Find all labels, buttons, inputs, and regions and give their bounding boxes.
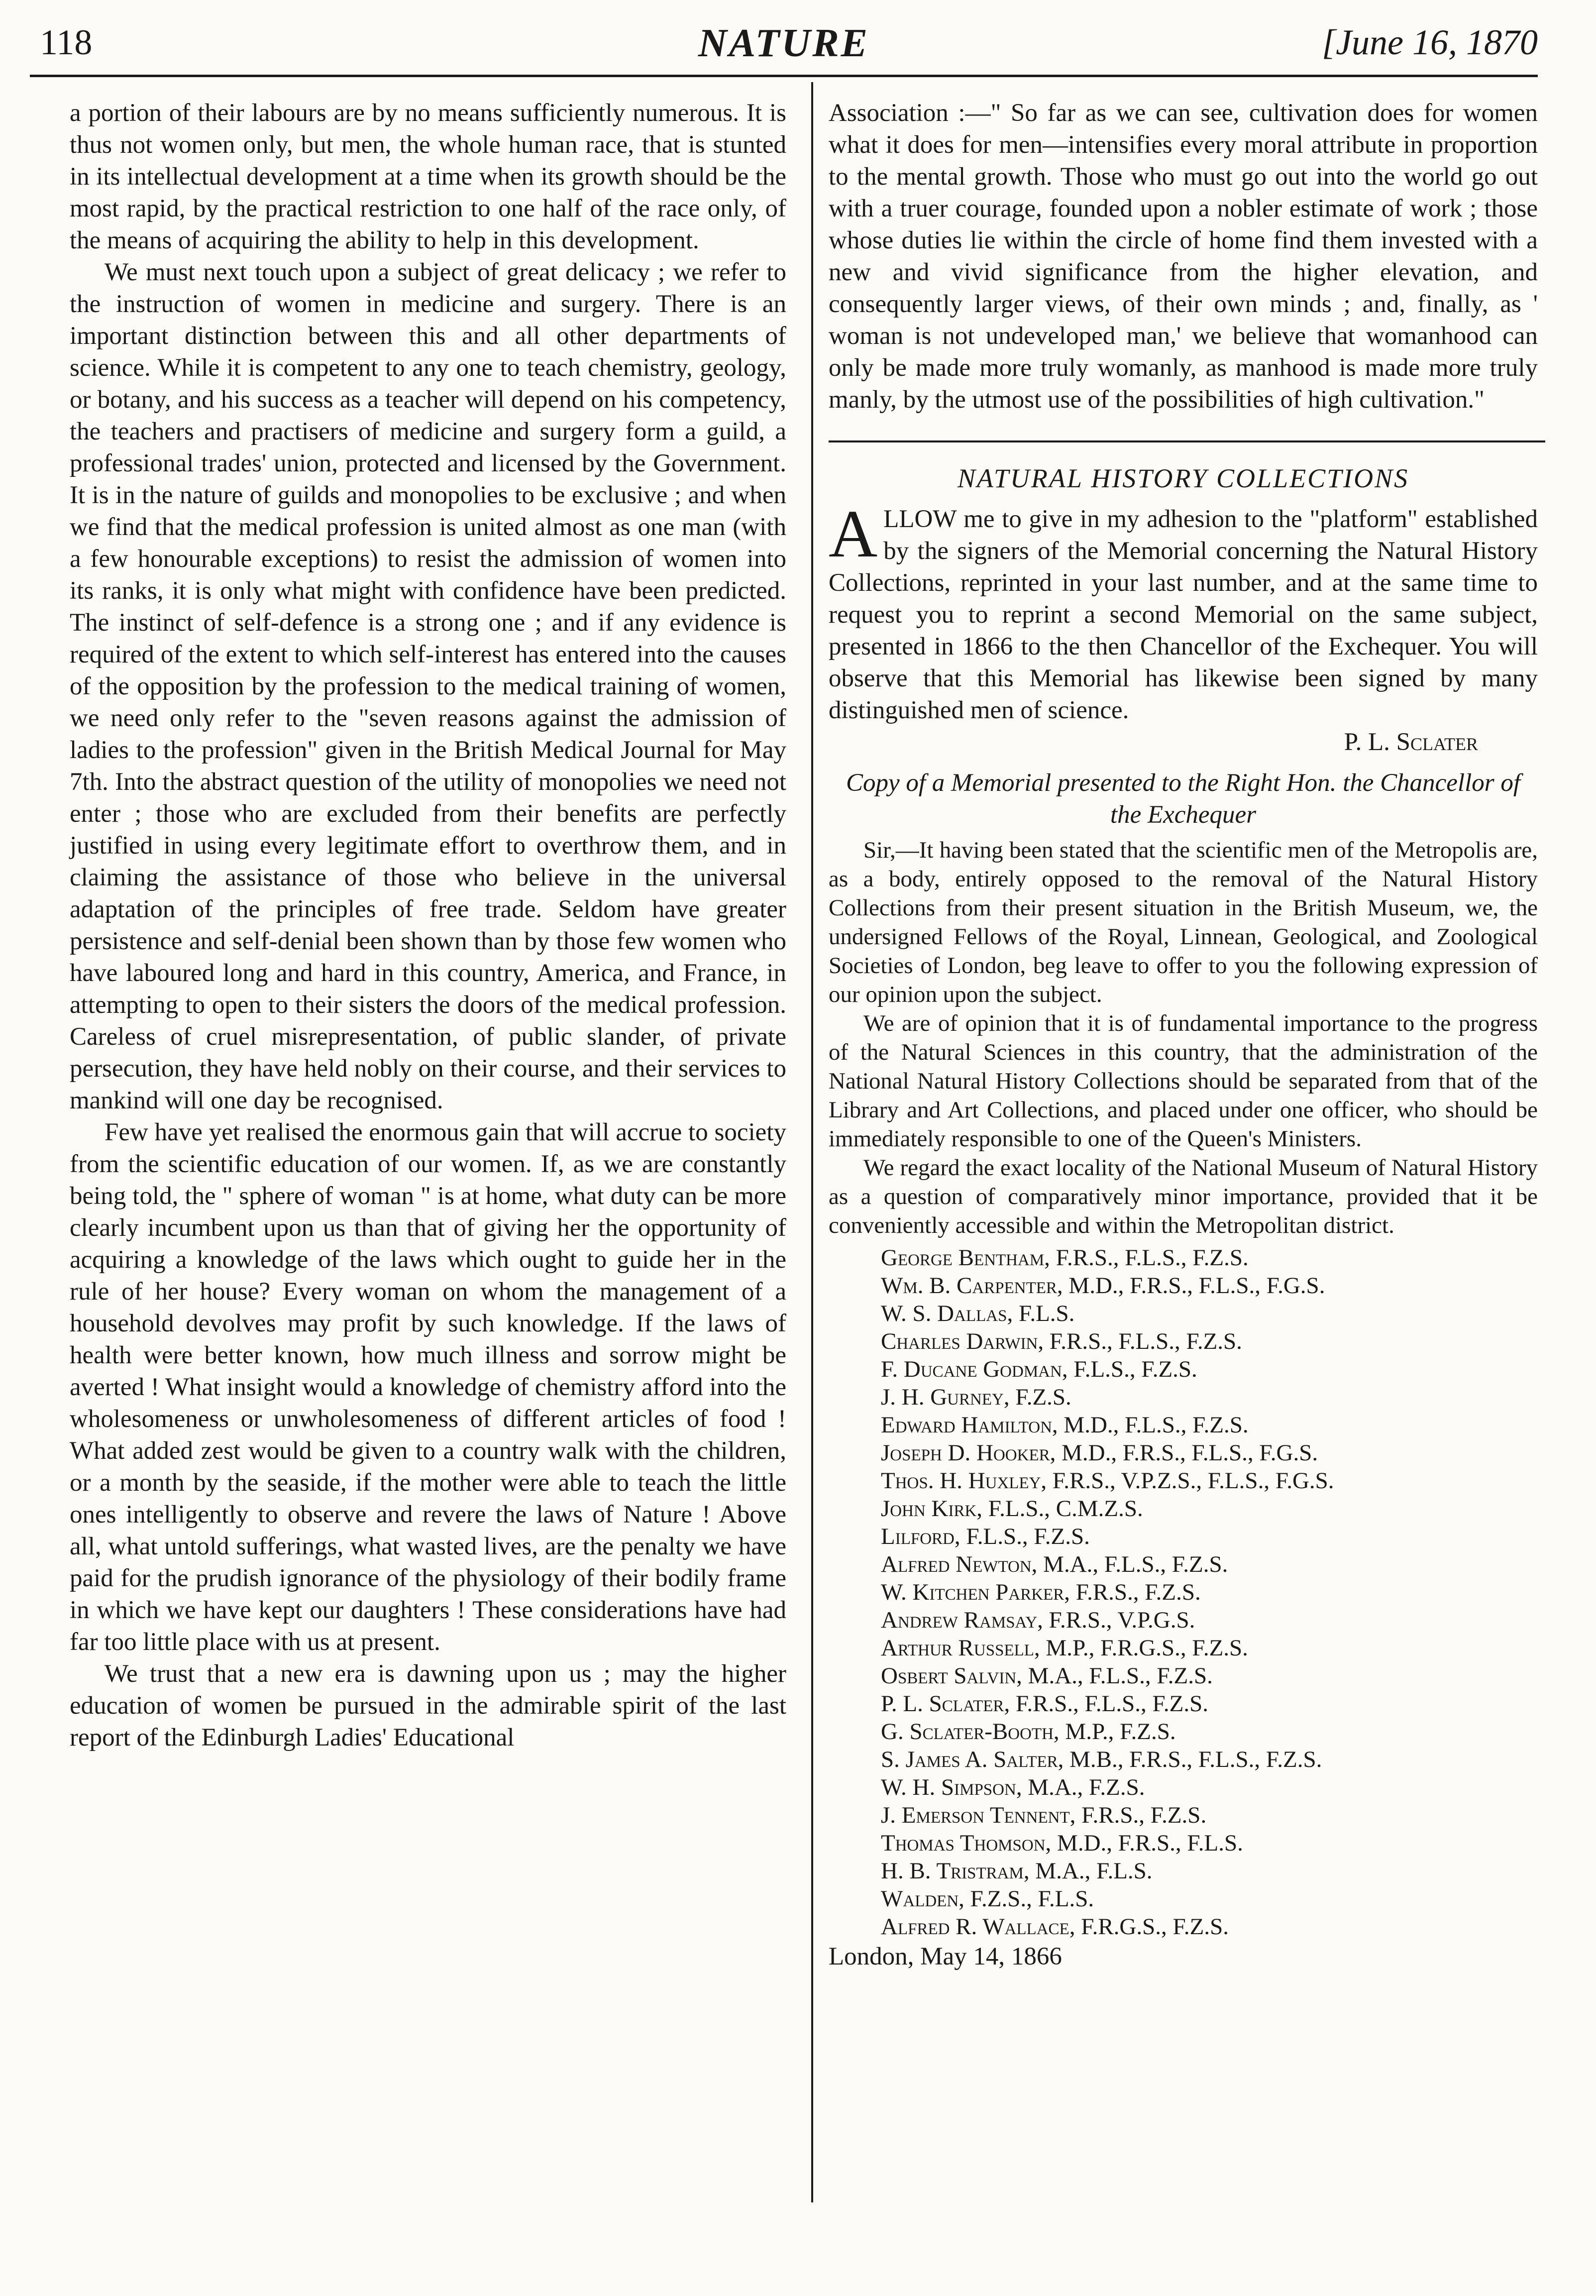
page-number: 118: [40, 22, 93, 62]
signer: Alfred Newton, M.A., F.L.S., F.Z.S.: [881, 1551, 1228, 1577]
issue-date: [June 16, 1870: [1322, 22, 1538, 62]
memorial-paragraph: We regard the exact locality of the National Museum of Natural History as a question of comparatively minor importance, provided that it be conveniently accessible and within the Metropolitan district.: [829, 1155, 1538, 1238]
memorial-paragraph: Sir,—It having been stated that the scientific men of the Metropolis are, as a body, entirely opposed to the removal of the Natural History Collections from their present situation in the British Museum, we, the undersigned Fellows of the Royal, Linnean, Geological, and Zoological Societies of London, beg leave to offer to you the following expression of our opinion upon the subject.: [829, 837, 1538, 1007]
signer: P. L. Sclater, F.R.S., F.L.S., F.Z.S.: [881, 1691, 1209, 1717]
memorial-body: [829, 836, 1538, 1240]
letter-text: LLOW me to give in my adhesion to the "platform" established by the signers of the Memorial concerning the Natural History Collections, reprinted in your last number, and at the same time to request you to reprint a second Memorial on the same subject, presented in 1866 to the then Chancellor of the Exchequer. You will observe that this Memorial has likewise been signed by many distinguished men of science.: [829, 505, 1538, 724]
masthead: NATURE: [698, 21, 870, 65]
signer: Thos. H. Huxley, F.R.S., V.P.Z.S., F.L.S., F.G.S.: [881, 1468, 1334, 1494]
signer: Arthur Russell, M.P., F.R.G.S., F.Z.S.: [881, 1635, 1248, 1661]
signer: W. Kitchen Parker, F.R.S., F.Z.S.: [881, 1579, 1201, 1605]
signer: G. Sclater-Booth, M.P., F.Z.S.: [881, 1719, 1176, 1745]
letter-signature: P. L. Sclater: [1344, 728, 1478, 756]
memorial-paragraph: We are of opinion that it is of fundamental importance to the progress of the Natural Sciences in this country, that the administration of the National Natural History Collections should be separated from that of the Library and Art Collections, and placed under one officer, who should be immediately responsible to one of the Queen's Ministers.: [829, 1010, 1538, 1152]
right-column: [829, 97, 1538, 1972]
signer: Joseph D. Hooker, M.D., F.R.S., F.L.S., F.G.S.: [881, 1440, 1318, 1466]
signer: John Kirk, F.L.S., C.M.Z.S.: [881, 1496, 1143, 1522]
signer: Thomas Thomson, M.D., F.R.S., F.L.S.: [881, 1830, 1243, 1856]
left-column: [70, 97, 786, 1753]
signer: Lilford, F.L.S., F.Z.S.: [881, 1524, 1090, 1549]
section-rule: [829, 440, 1545, 442]
page-header: [30, 16, 1538, 71]
signer: Edward Hamilton, M.D., F.L.S., F.Z.S.: [881, 1412, 1249, 1438]
signer: Alfred R. Wallace, F.R.G.S., F.Z.S.: [881, 1914, 1229, 1940]
signer: W. S. Dallas, F.L.S.: [881, 1301, 1075, 1326]
section-title: NATURAL HISTORY COLLECTIONS: [957, 463, 1409, 493]
signer-list: [829, 1244, 1538, 1941]
signer: J. Emerson Tennent, F.R.S., F.Z.S.: [881, 1802, 1207, 1828]
signer: Charles Darwin, F.R.S., F.L.S., F.Z.S.: [881, 1328, 1242, 1354]
paragraph: a portion of their labours are by no means sufficiently numerous. It is thus not women only, but men, the whole human race, that is stunted in its intellectual development at a time when its growth should be the most rapid, by the practical restriction to one half of the race only, of the means of acquiring the ability to help in this development.: [70, 99, 786, 254]
drop-cap: A: [829, 497, 878, 571]
letter-paragraph: [829, 497, 1538, 726]
signer: Andrew Ramsay, F.R.S., V.P.G.S.: [881, 1607, 1195, 1633]
signer: Wm. B. Carpenter, M.D., F.R.S., F.L.S., F.G.S.: [881, 1273, 1325, 1299]
signer: George Bentham, F.R.S., F.L.S., F.Z.S.: [881, 1245, 1249, 1271]
paragraph-continuation: Association :—" So far as we can see, cultivation does for women what it does for men—intensifies every moral attribute in proportion to the mental growth. Those who must go out into the world go out with a truer courage, founded upon a nobler estimate of work ; those whose duties lie within the circle of home find them invested with a new and vivid significance from the higher elevation, and consequently larger views, of their own minds ; and, finally, as ' woman is not undeveloped man,' we believe that womanhood can only be made more truly womanly, as manhood is made more truly manly, by the utmost use of the possibilities of high cultivation.": [829, 99, 1538, 414]
column-divider: [811, 82, 813, 2202]
paragraph: We trust that a new era is dawning upon us ; may the higher education of women be pursued in the admirable spirit of the last report of the Edinburgh Ladies' Educational: [70, 1660, 786, 1751]
signer: W. H. Simpson, M.A., F.Z.S.: [881, 1774, 1145, 1800]
signer: F. Ducane Godman, F.L.S., F.Z.S.: [881, 1356, 1197, 1382]
dateline: London, May 14, 1866: [829, 1943, 1062, 1970]
signer: Osbert Salvin, M.A., F.L.S., F.Z.S.: [881, 1663, 1213, 1689]
header-rule: [30, 75, 1538, 77]
signer: S. James A. Salter, M.B., F.R.S., F.L.S., F.Z.S.: [881, 1747, 1322, 1772]
paragraph: We must next touch upon a subject of great delicacy ; we refer to the instruction of women in medicine and surgery. There is an important distinction between this and all other departments of science. While it is competent to any one to teach chemistry, geology, or botany, and his success as a teacher will depend on his competency, the teachers and practisers of medicine and surgery form a guild, a professional trades' union, protected and licensed by the Government. It is in the nature of guilds and monopolies to be exclusive ; and when we find that the medical profession is united almost as one man (with a few honourable exceptions) to resist the admission of women into its ranks, it is only what might with confidence have been predicted. The instinct of self-defence is a strong one ; and if any evidence is required of the extent to which self-interest has entered into the causes of the opposition by the profession to the medical training of women, we need only refer to the "seven reasons against the admission of ladies to the profession" given in the British Medical Journal for May 7th. Into the abstract question of the utility of monopolies we need not enter ; those who are excluded from their benefits are perfectly justified in using every legitimate effort to overthrow them, and in claiming the assistance of those who believe in the universal adaptation of the principles of free trade. Seldom have greater persistence and self-denial been shown than by those few women who have laboured long and hard in this country, America, and France, in attempting to open to their sisters the doors of the medical profession. Careless of cruel misrepresentation, of public slander, of private persecution, they have held nobly on their course, and their services to mankind will one day be recognised.: [70, 258, 786, 1114]
signer: J. H. Gurney, F.Z.S.: [881, 1384, 1071, 1410]
paragraph: Few have yet realised the enormous gain that will accrue to society from the scientific education of our women. If, as we are constantly being told, the " sphere of woman " is at home, what duty can be more clearly incumbent upon us than that of giving her the opportunity of acquiring a knowledge of the laws which ought to guide her in the rule of her house? Every woman on whom the management of a household devolves may profit by such knowledge. If the laws of health were better known, how much illness and sorrow might be averted ! What insight would a knowledge of chemistry afford into the wholesomeness or unwholesomeness of different articles of food ! What added zest would be given to a country walk with the children, or a month by the seaside, if the mother were able to teach the little ones intelligently to observe and revere the laws of Nature ! Above all, what untold sufferings, what wasted lives, are the penalty we have paid for the prudish ignorance of the physiology of their bodily frame in which we have kept our daughters ! These considerations have had far too little place with us at present.: [70, 1118, 786, 1656]
signer: H. B. Tristram, M.A., F.L.S.: [881, 1858, 1153, 1884]
memorial-title: Copy of a Memorial presented to the Right Hon. the Chancellor of the Exchequer: [846, 769, 1521, 829]
signer: Walden, F.Z.S., F.L.S.: [881, 1886, 1094, 1912]
